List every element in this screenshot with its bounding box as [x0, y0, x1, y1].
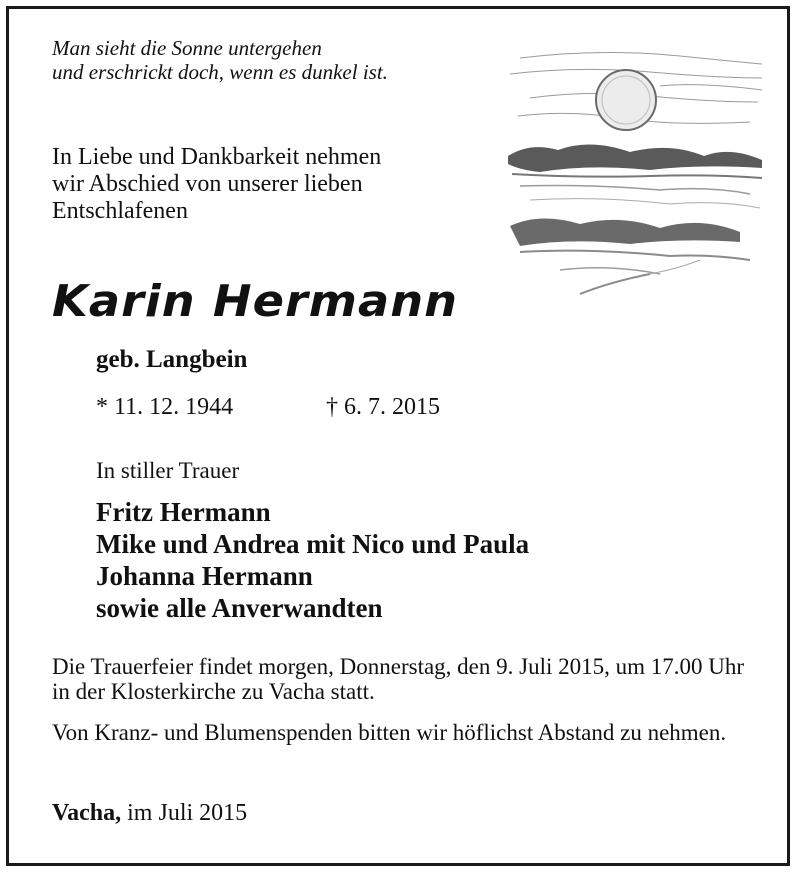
- mourner-name: Fritz Hermann: [96, 497, 271, 527]
- sunset-landscape-icon: [500, 38, 768, 310]
- signature-date: im Juli 2015: [127, 800, 248, 826]
- flowers-note: Von Kranz- und Blumenspenden bitten wir höflichst Abstand zu nehmen.: [52, 720, 727, 745]
- deceased-name: Karin Hermann: [52, 276, 459, 327]
- intro-line-3: Entschlafenen: [52, 198, 188, 224]
- intro-line-1: In Liebe und Dankbarkeit nehmen: [52, 144, 382, 170]
- mourners-heading: In stiller Trauer: [96, 458, 240, 483]
- funeral-info: Die Trauerfeier findet morgen, Donnerstag, den 9. Juli 2015, um 17.00 Uhr in der Klosterkirche zu Vacha statt.: [52, 654, 745, 704]
- maiden-name: geb. Langbein: [96, 346, 248, 373]
- birth-date: * 11. 12. 1944: [96, 394, 234, 420]
- motto-line-2: und erschrickt doch, wenn es dunkel ist.: [52, 60, 388, 84]
- signature: [52, 800, 247, 827]
- motto-line-1: Man sieht die Sonne untergehen: [52, 36, 322, 60]
- mourner-name: Johanna Hermann: [96, 561, 313, 591]
- intro-line-2: wir Abschied von unserer lieben: [52, 171, 363, 197]
- death-date: † 6. 7. 2015: [326, 394, 440, 420]
- mourner-name: sowie alle Anverwandten: [96, 593, 383, 623]
- mourner-name: Mike und Andrea mit Nico und Paula: [96, 529, 530, 559]
- signature-place: Vacha,: [52, 800, 122, 826]
